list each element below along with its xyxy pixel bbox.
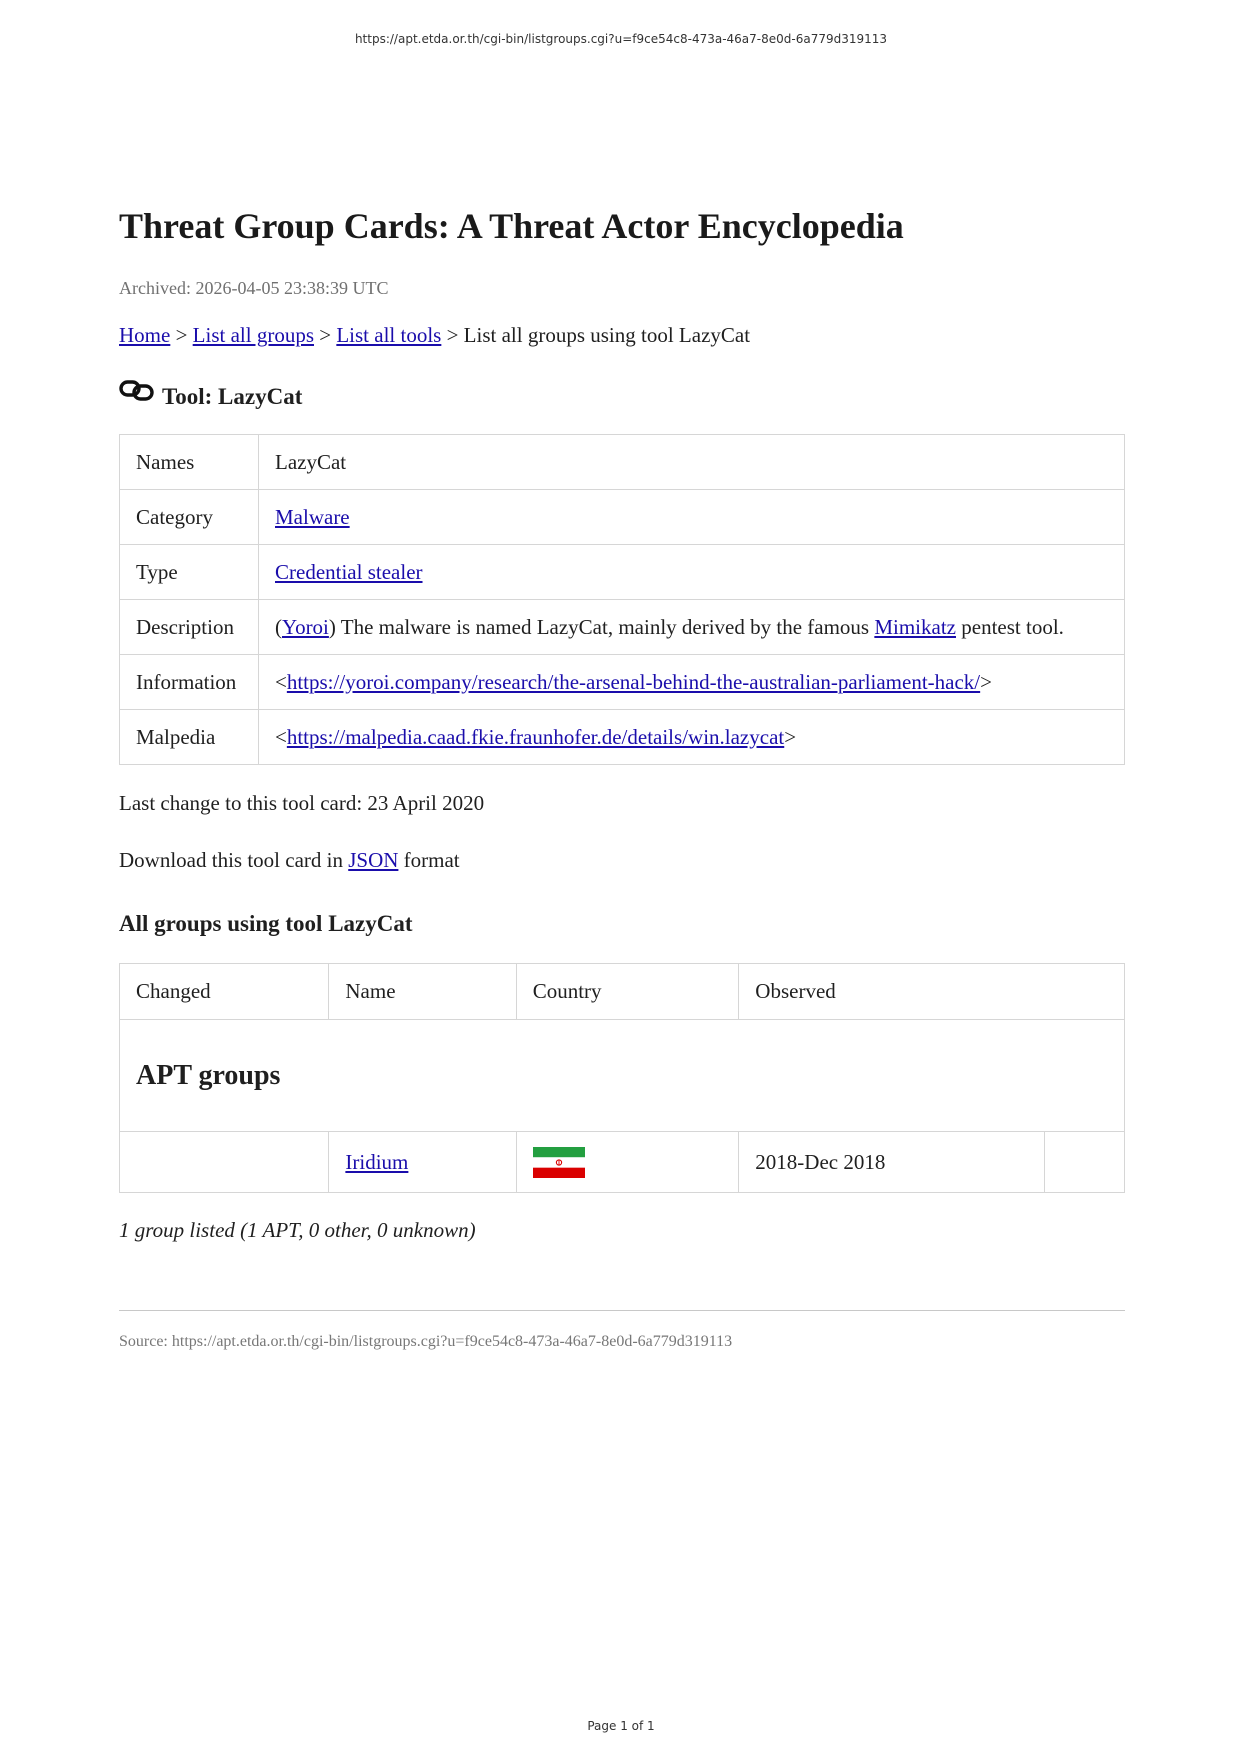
groups-summary: 1 group listed (1 APT, 0 other, 0 unknown): [119, 1218, 476, 1243]
tool-info-row-names: [120, 435, 1125, 490]
tool-heading-text: Tool: LazyCat: [162, 384, 303, 410]
breadcrumb-current: > List all groups using tool LazyCat: [441, 323, 751, 348]
breadcrumb-home-link[interactable]: Home: [119, 323, 171, 348]
changed-cell: [120, 1132, 329, 1193]
description-text: pentest tool.: [956, 614, 1064, 639]
category-malware-link[interactable]: Malware: [275, 504, 350, 529]
source-url: Source: https://apt.etda.or.th/cgi-bin/listgroups.cgi?u=f9ce54c8-473a-46a7-8e0d-6a779d319113: [119, 1333, 733, 1351]
observed-cell: 2018-Dec 2018: [739, 1132, 1044, 1193]
page-number: Page 1 of 1: [587, 1719, 655, 1733]
main-content: [119, 205, 1125, 1351]
breadcrumb-list-groups-link[interactable]: List all groups: [192, 323, 314, 348]
column-header-observed: Observed: [739, 964, 1125, 1020]
tool-info-row-information: [120, 655, 1125, 710]
page-url-header: https://apt.etda.or.th/cgi-bin/listgroups.cgi?u=f9ce54c8-473a-46a7-8e0d-6a779d319113: [354, 32, 888, 46]
archived-timestamp: Archived: 2026-04-05 23:38:39 UTC: [119, 278, 389, 299]
page-title: Threat Group Cards: A Threat Actor Encyclopedia: [119, 206, 904, 246]
angle-bracket: <: [275, 669, 287, 694]
description-text: ) The malware is named LazyCat, mainly derived by the famous: [328, 614, 875, 639]
tool-info-row-description: [120, 600, 1125, 655]
link-icon: [119, 378, 155, 402]
row-label: Information: [120, 655, 259, 710]
description-yoroi-link[interactable]: Yoroi: [282, 614, 329, 639]
type-credential-stealer-link[interactable]: Credential stealer: [275, 559, 423, 584]
row-label: Malpedia: [120, 710, 259, 765]
name-cell: [329, 1132, 516, 1193]
group-iridium-link[interactable]: Iridium: [345, 1149, 409, 1174]
information-value: [259, 655, 1125, 710]
groups-table-header: [120, 964, 1125, 1020]
groups-section-row: [120, 1020, 1125, 1132]
breadcrumb-separator: >: [170, 323, 193, 348]
last-change-text: Last change to this tool card: 23 April 2020: [119, 791, 485, 816]
breadcrumb: [119, 323, 1125, 348]
extra-cell: [1044, 1132, 1124, 1193]
country-cell: [516, 1132, 739, 1193]
type-value: [259, 545, 1125, 600]
tool-heading: [119, 378, 1125, 410]
row-label: Names: [120, 435, 259, 490]
table-row: [120, 1132, 1125, 1193]
row-label: Category: [120, 490, 259, 545]
section-title-text: APT groups: [136, 1059, 281, 1091]
category-value: [259, 490, 1125, 545]
row-label: Description: [120, 600, 259, 655]
angle-bracket: >: [784, 724, 797, 749]
row-label: Type: [120, 545, 259, 600]
names-value: LazyCat: [259, 435, 1125, 490]
section-title: [120, 1020, 1125, 1132]
groups-table: [119, 963, 1125, 1193]
groups-heading: All groups using tool LazyCat: [119, 911, 413, 937]
tool-info-table: [119, 434, 1125, 765]
description-text: (: [275, 614, 282, 639]
column-header-name: Name: [329, 964, 516, 1020]
angle-bracket: <: [275, 724, 287, 749]
tool-info-row-malpedia: [120, 710, 1125, 765]
column-header-country: Country: [516, 964, 739, 1020]
footer-divider: [119, 1310, 1125, 1311]
angle-bracket: >: [980, 669, 992, 694]
column-header-changed: Changed: [120, 964, 329, 1020]
tool-info-row-type: [120, 545, 1125, 600]
breadcrumb-separator: >: [314, 323, 337, 348]
download-text: [119, 848, 1125, 873]
json-download-link[interactable]: JSON: [348, 848, 399, 873]
tool-info-row-category: [120, 490, 1125, 545]
description-mimikatz-link[interactable]: Mimikatz: [874, 614, 956, 639]
download-prefix: Download this tool card in: [119, 848, 349, 873]
description-value: [259, 600, 1125, 655]
breadcrumb-list-tools-link[interactable]: List all tools: [336, 323, 442, 348]
download-suffix: format: [398, 848, 460, 873]
malpedia-link[interactable]: https://malpedia.caad.fkie.fraunhofer.de/details/win.lazycat: [286, 724, 785, 749]
malpedia-value: [259, 710, 1125, 765]
information-link[interactable]: https://yoroi.company/research/the-arsenal-behind-the-australian-parliament-hack/: [286, 669, 981, 694]
iran-flag-icon: [533, 1147, 585, 1178]
